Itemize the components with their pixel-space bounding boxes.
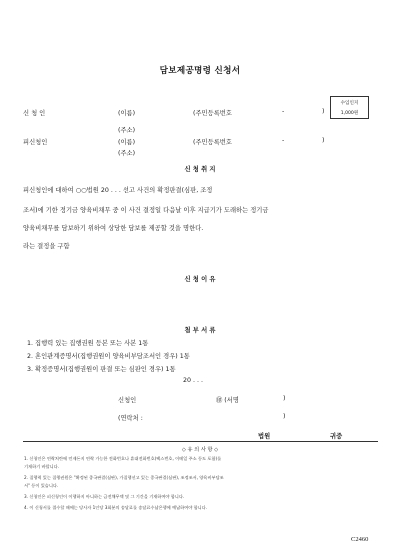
stamp-amount: 1,000원 bbox=[340, 111, 359, 116]
applicant-name-field[interactable]: (이름) bbox=[118, 110, 136, 117]
respondent-name-field[interactable]: (이름) bbox=[118, 139, 136, 146]
purpose-line-1: 피신청인에 대하여 ○○법원 20 . . . 선고 사건의 확정판결(심판, 조정 bbox=[23, 187, 213, 194]
purpose-line-2: 조서)에 기한 정기금 양육비채무 중 이 사건 결정일 다음날 이후 지급기가 도래하는 정기금 bbox=[23, 207, 269, 214]
note-item: 1. 신청인은 연락처란에 언제든지 연락 가능한 전화번호나 휴대전화번호(팩스번호, 이메일 주소 등도 포함)를 bbox=[24, 456, 222, 461]
signature-applicant-label: 신청인 bbox=[118, 397, 137, 404]
attachment-item-1: 1. 집행력 있는 집행권원 등본 또는 사본 1통 bbox=[27, 340, 149, 347]
applicant-address-field[interactable]: (주소) bbox=[118, 127, 136, 134]
applicant-id-field[interactable]: (주민등록번호 bbox=[193, 110, 232, 117]
respondent-address-field[interactable]: (주소) bbox=[118, 150, 136, 157]
signature-close: ) bbox=[283, 395, 286, 402]
page-title: 담보제공명령 신청서 bbox=[159, 66, 241, 76]
notes-heading: ◇ 유 의 사 항 ◇ bbox=[181, 447, 219, 453]
notes-divider bbox=[23, 441, 378, 442]
respondent-label: 피신청인 bbox=[23, 139, 48, 146]
note-item: 서" 등이 있습니다. bbox=[24, 483, 59, 488]
court-suffix: 귀중 bbox=[330, 433, 343, 440]
applicant-label: 신 청 인 bbox=[23, 110, 46, 117]
purpose-heading: 신 청 취 지 bbox=[184, 166, 216, 173]
note-item: 기재하기 바랍니다. bbox=[24, 464, 60, 469]
purpose-line-4: 라는 결정을 구함 bbox=[23, 243, 70, 250]
attachment-item-3: 3. 확정증명서(집행권원이 판결 또는 심판인 경우) 1통 bbox=[27, 366, 176, 373]
signature-seal[interactable]: ㊞ (서명 bbox=[216, 397, 239, 404]
note-item: 2. 집행력 있는 집행권원은 "확정된 종국판결(심판), 가집행선고 있는 종국판결(심판), 조정조서, 양육비부담조 bbox=[24, 475, 224, 480]
purpose-line-3: 양육비채무를 담보하기 위하여 상당한 담보를 제공할 것을 명한다. bbox=[23, 225, 204, 232]
respondent-id-field[interactable]: (주민등록번호 bbox=[193, 139, 232, 146]
attachment-item-2: 2. 혼인관계증명서(집행권원이 양육비부담조서인 경우) 1통 bbox=[27, 353, 190, 360]
attachments-heading: 첨 부 서 류 bbox=[184, 327, 216, 334]
date-line[interactable]: 20 . . . bbox=[183, 377, 204, 384]
respondent-id-close: ) bbox=[322, 137, 325, 144]
reason-heading: 신 청 이 유 bbox=[184, 276, 216, 283]
contact-field[interactable]: (연락처 : bbox=[118, 415, 143, 422]
respondent-id-dash: - bbox=[282, 137, 285, 144]
note-item: 4. 이 신청서를 접수할 때에는 당사자 1인당 3회분의 송달료를 송달료수납은행에 예납하여야 합니다. bbox=[24, 505, 208, 510]
applicant-id-dash: - bbox=[282, 108, 285, 115]
applicant-id-close: ) bbox=[322, 108, 325, 115]
court-label: 법원 bbox=[258, 433, 271, 440]
note-item: 3. 신청인은 피신청인이 이행하지 아니하는 금전채무액 및 그 기간을 기재하여야 합니다. bbox=[24, 494, 185, 499]
stamp-label: 수입인지 bbox=[340, 101, 359, 106]
revenue-stamp-box bbox=[330, 96, 369, 119]
form-code: C2460 bbox=[351, 536, 369, 543]
contact-close: ) bbox=[283, 413, 286, 420]
